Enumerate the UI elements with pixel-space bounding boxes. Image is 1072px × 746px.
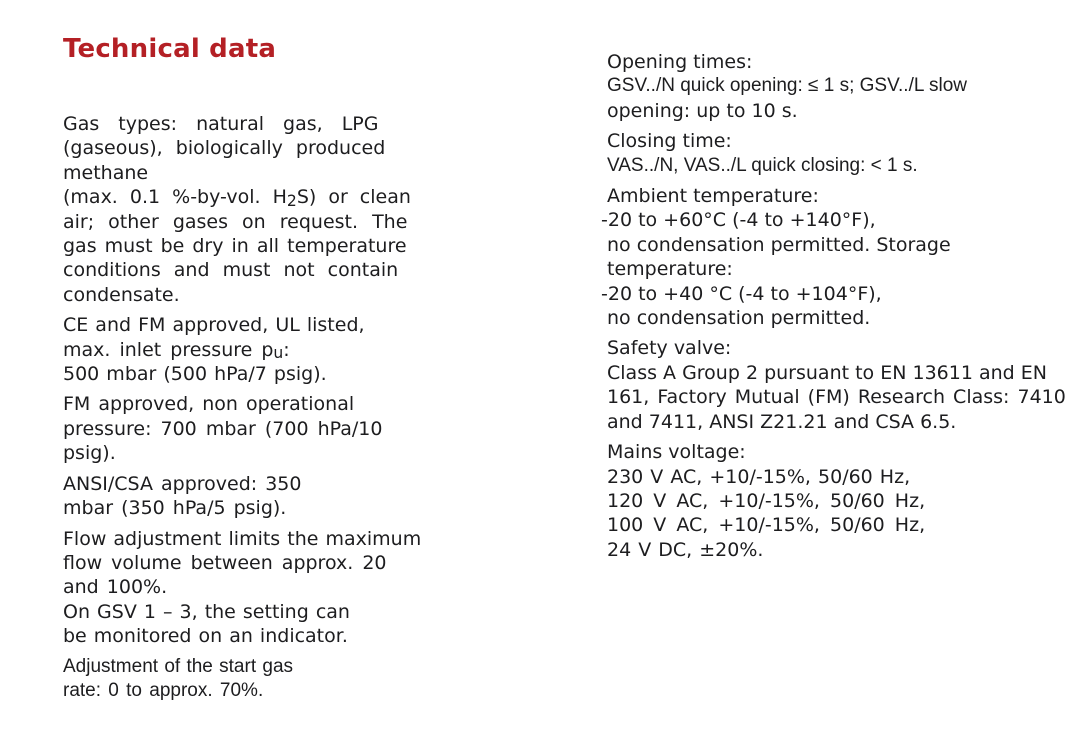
text-segment: : <box>283 338 290 361</box>
text-segment: no condensation permitted. <box>607 307 871 330</box>
left-flow-adjustment-line-1 <box>63 527 422 551</box>
right-safety-valve-line-3 <box>607 385 1066 409</box>
right-opening-times-line-3 <box>607 99 1057 123</box>
text-segment: temperature: <box>607 258 733 281</box>
right-paragraph-ambient-temperature <box>601 184 1057 330</box>
left-paragraph-gas-types <box>63 112 411 307</box>
text-segment: 100 V AC, +10/-15%, 50/60 Hz, <box>607 514 926 537</box>
left-text-column <box>63 112 422 709</box>
text-segment: Flow adjustment limits the maximum <box>63 527 422 550</box>
left-gas-types-line-5 <box>63 210 407 234</box>
left-ce-fm-approval-line-1 <box>63 313 407 337</box>
right-ambient-temperature-line-4 <box>607 257 1057 281</box>
right-opening-times-line-2 <box>607 74 1057 98</box>
text-segment: condensate. <box>63 283 180 306</box>
right-closing-time-line-1 <box>607 129 1057 153</box>
text-segment: CE and FM approved, UL listed, <box>63 314 365 337</box>
left-gas-types-line-1 <box>63 112 407 136</box>
left-flow-adjustment-line-4 <box>63 600 407 624</box>
right-paragraph-opening-times <box>607 50 1057 123</box>
right-closing-time-line-2 <box>607 154 1057 178</box>
left-paragraph-fm-approval <box>63 392 407 465</box>
left-paragraph-flow-adjustment <box>63 527 422 649</box>
left-gas-types-line-8 <box>63 283 407 307</box>
text-segment: max. inlet pressure p <box>63 338 274 361</box>
text-segment: (max. 0.1 %-by-vol. H <box>63 186 287 209</box>
right-mains-voltage-line-3 <box>607 489 1057 513</box>
right-safety-valve-line-1 <box>607 336 1057 360</box>
left-fm-approval-line-2 <box>63 417 407 441</box>
left-gas-types-line-4 <box>63 185 411 210</box>
text-segment: Opening times: <box>607 51 753 73</box>
left-start-gas-rate-line-2 <box>63 679 407 703</box>
left-fm-approval-line-1 <box>63 392 407 416</box>
text-segment: and 7411, ANSI Z21.21 and CSA 6.5. <box>607 410 957 433</box>
right-ambient-temperature-line-1 <box>607 184 1057 208</box>
text-segment: S) or clean <box>296 186 411 209</box>
right-mains-voltage-line-1 <box>607 440 1057 464</box>
subscript-text: u <box>273 343 284 362</box>
right-mains-voltage-line-5 <box>607 538 1057 562</box>
left-ce-fm-approval-line-3 <box>63 362 407 386</box>
text-segment: On GSV 1 – 3, the setting can <box>63 600 350 623</box>
left-paragraph-start-gas-rate <box>63 655 407 704</box>
page-title: Technical data <box>63 34 277 64</box>
text-segment: Class A Group 2 pursuant to EN 13611 and EN <box>607 361 1047 384</box>
left-ansi-csa-approval-line-1 <box>63 472 407 496</box>
right-text-column <box>601 50 1066 568</box>
left-flow-adjustment-line-3 <box>63 575 407 599</box>
left-ce-fm-approval-line-2 <box>63 338 407 362</box>
left-start-gas-rate-line-1 <box>63 655 407 679</box>
left-flow-adjustment-line-5 <box>63 624 407 648</box>
text-segment: air; other gases on request. The <box>63 210 408 233</box>
left-gas-types-line-3 <box>63 161 407 185</box>
right-ambient-temperature-line-5 <box>601 282 1057 306</box>
text-segment: GSV../N quick opening: ≤ 1 s; GSV../L slow <box>607 75 968 97</box>
right-opening-times-line-1 <box>607 50 1057 74</box>
left-paragraph-ansi-csa-approval <box>63 472 407 521</box>
text-segment: ANSI/CSA approved: 350 <box>63 472 302 495</box>
right-ambient-temperature-line-6 <box>607 306 1057 330</box>
right-safety-valve-line-4 <box>607 410 1057 434</box>
text-segment: 161, Factory Mutual (FM) Research Class: 7410 <box>607 386 1066 409</box>
text-segment: VAS../N, VAS../L quick closing: < 1 s. <box>607 154 918 176</box>
right-mains-voltage-line-4 <box>607 513 1057 537</box>
text-segment: rate: 0 to approx. 70%. <box>63 679 264 701</box>
text-segment: FM approved, non operational <box>63 393 355 416</box>
text-segment: psig). <box>63 442 116 465</box>
right-paragraph-safety-valve <box>607 336 1066 434</box>
subscript-text: 2 <box>286 191 297 210</box>
right-ambient-temperature-line-3 <box>607 233 1057 257</box>
right-ambient-temperature-line-2 <box>601 208 1057 232</box>
text-segment: Safety valve: <box>607 337 732 360</box>
left-fm-approval-line-3 <box>63 441 407 465</box>
text-segment: Closing time: <box>607 130 732 153</box>
left-paragraph-ce-fm-approval <box>63 313 407 386</box>
text-segment: Adjustment of the start gas <box>63 655 294 677</box>
right-safety-valve-line-2 <box>607 361 1057 385</box>
left-gas-types-line-2 <box>63 136 407 160</box>
text-segment: mbar (350 hPa/5 psig). <box>63 497 287 520</box>
text-segment: 230 V AC, +10/-15%, 50/60 Hz, <box>607 465 911 488</box>
left-flow-adjustment-line-2 <box>63 551 407 575</box>
text-segment: conditions and must not contain <box>63 259 399 282</box>
text-segment: Mains voltage: <box>607 441 746 464</box>
text-segment: 500 mbar (500 hPa/7 psig). <box>63 363 327 386</box>
text-segment: be monitored on an indicator. <box>63 625 348 648</box>
text-segment: -20 to +60°C (-4 to +140°F), <box>601 209 876 232</box>
text-segment: 120 V AC, +10/-15%, 50/60 Hz, <box>607 489 926 512</box>
text-segment: -20 to +40 °C (-4 to +104°F), <box>601 282 882 305</box>
text-segment: methane <box>63 161 149 184</box>
text-segment: Gas types: natural gas, LPG <box>63 113 379 135</box>
left-gas-types-line-6 <box>63 234 407 258</box>
right-paragraph-mains-voltage <box>607 440 1057 562</box>
right-paragraph-closing-time <box>607 129 1057 178</box>
text-segment: pressure: 700 mbar (700 hPa/10 <box>63 417 383 440</box>
text-segment: no condensation permitted. Storage <box>607 233 951 256</box>
text-segment: opening: up to 10 s. <box>607 99 798 122</box>
left-ansi-csa-approval-line-2 <box>63 496 407 520</box>
text-segment: and 100%. <box>63 576 168 599</box>
right-mains-voltage-line-2 <box>607 465 1057 489</box>
text-segment: gas must be dry in all temperature <box>63 235 407 258</box>
left-gas-types-line-7 <box>63 258 407 282</box>
text-segment: 24 V DC, ±20%. <box>607 538 764 561</box>
text-segment: Ambient temperature: <box>607 185 819 208</box>
text-segment: (gaseous), biologically produced <box>63 137 386 160</box>
text-segment: flow volume between approx. 20 <box>63 551 387 574</box>
